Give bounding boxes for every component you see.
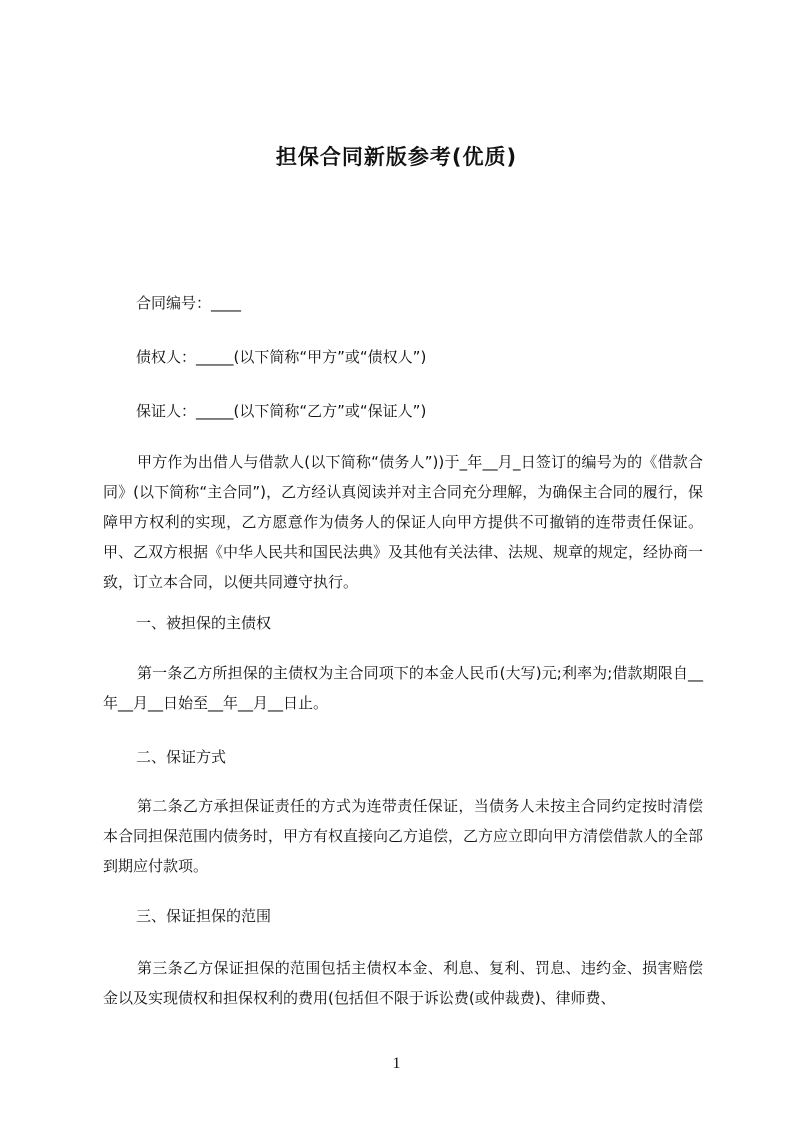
section-body: 第二条乙方承担保证责任的方式为连带责任保证，当债务人未按主合同约定按时清偿本合同担保范围内债务时，甲方有权直接向乙方追偿，乙方应立即向甲方清偿借款人的全部到期应付款项。 — [103, 797, 704, 875]
document-title: 担保合同新版参考(优质) — [275, 145, 518, 169]
section-body: 第一条乙方所担保的主债权为主合同项下的本金人民币(大写)元;利率为;借款期限自__年__月__日始至__年__月__日止。 — [103, 664, 703, 712]
page-number: 1 — [392, 1055, 401, 1072]
contract-number-field: 合同编号：____ — [136, 294, 242, 312]
section-heading: 二、保证方式 — [136, 748, 227, 766]
preamble-paragraph: 甲方作为出借人与借款人(以下简称“债务人”))于_年__月_日签订的编号为的《借款合同》(以下简称“主合同”)，乙方经认真阅读并对主合同充分理解，为确保主合同的履行，保障甲方权利的实现，乙方愿意作为债务人的保证人向甲方提供不可撤销的连带责任保证。甲、乙双方根据《中华人民共和国民法典》及其他有关法律、法规、规章的规定，经协商一致，订立本合同，以便共同遵守执行。 — [103, 453, 704, 591]
section-heading: 三、保证担保的范围 — [136, 907, 272, 925]
creditor-field: 债权人：_____(以下简称“甲方”或“债权人”) — [136, 348, 427, 366]
guarantor-field: 保证人：_____(以下简称“乙方”或“保证人”) — [136, 402, 427, 420]
section-body: 第三条乙方保证担保的范围包括主债权本金、利息、复利、罚息、违约金、损害赔偿金以及实现债权和担保权利的费用(包括但不限于诉讼费(或仲裁费)、律师费、 — [103, 959, 703, 1007]
section-heading: 一、被担保的主债权 — [136, 614, 272, 632]
